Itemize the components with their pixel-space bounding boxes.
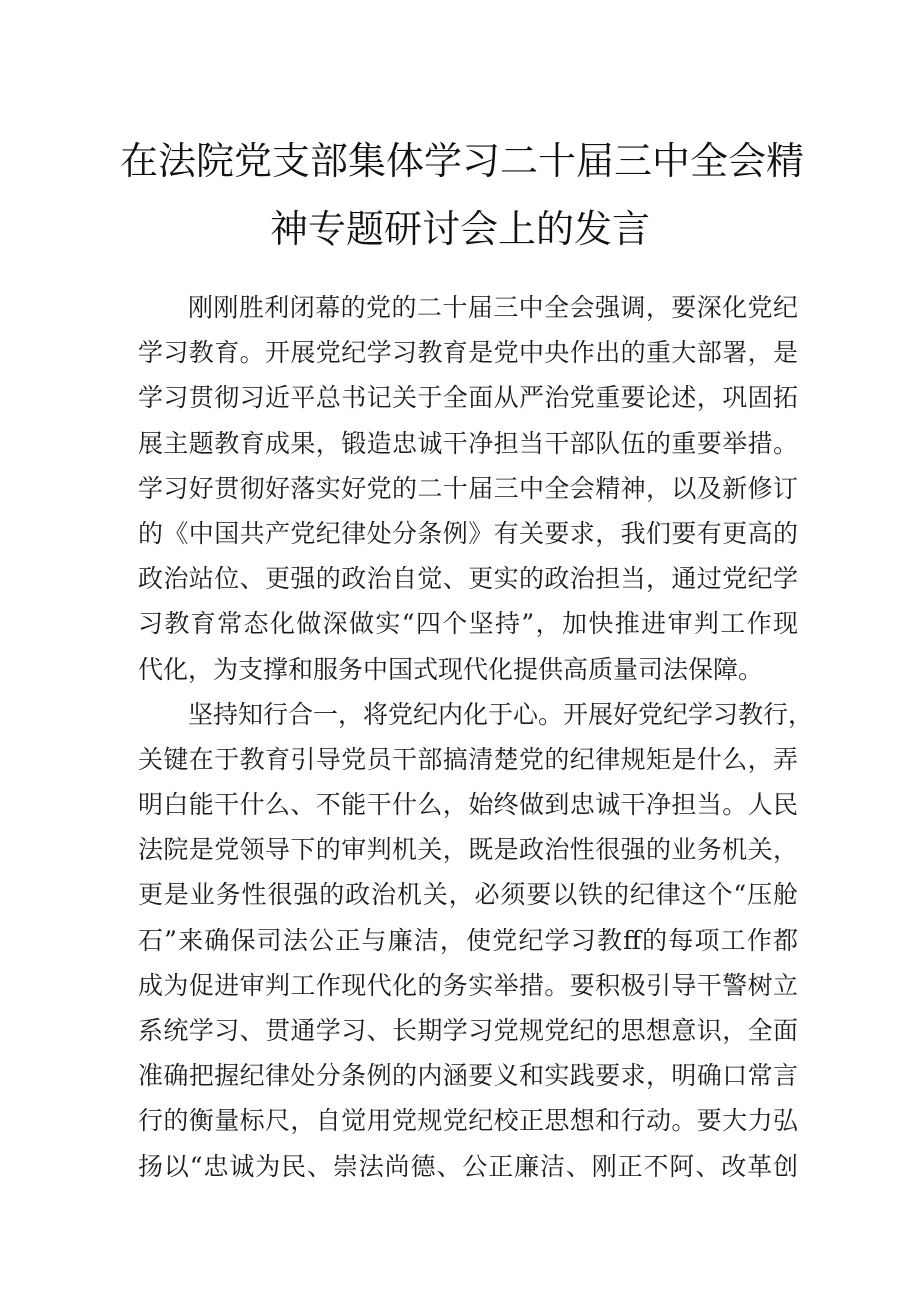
text-line: 展主题教育成果，锻造忠诚干净担当干部队伍的重要举措。 (138, 428, 798, 458)
text-line: 学习好贯彻好落实好党的二十届三中全会精神，以及新修订 (138, 473, 798, 503)
text-line: 坚持知行合一，将党纪内化于心。开展好党纪学习教行， (188, 699, 814, 729)
text-line: 明白能干什么、不能干什么，始终做到忠诚干净担当。人民 (138, 790, 798, 820)
text-line: 政治站位、更强的政治自觉、更实的政治担当，通过党纪学 (138, 564, 798, 594)
document-title-line-2: 神专题研讨会上的发言 (269, 207, 650, 251)
paragraph-2 (138, 692, 814, 1189)
text-line: 学习教育。开展党纪学习教育是党中央作出的重大部署，是 (138, 338, 798, 368)
text-line: 扬以“忠诚为民、崇法尚德、公正廉洁、刚正不阿、改革创 (138, 1151, 798, 1181)
text-line: 的《中国共产党纪律处分条例》有关要求，我们要有更高的 (138, 518, 798, 548)
text-line: 更是业务性很强的政治机关，必须要以铁的纪律这个“压舱 (138, 880, 798, 910)
text-line: 行的衡量标尺，自觉用党规党纪校正思想和行动。要大力弘 (138, 1106, 798, 1136)
text-line: 准确把握纪律处分条例的内涵要义和实践要求，明确口常言 (138, 1061, 798, 1091)
text-line: 习教育常态化做深做实“四个坚持”，加快推进审判工作现 (138, 609, 798, 639)
text-line: 刚刚胜利闭幕的党的二十届三中全会强调，要深化党纪 (188, 293, 798, 322)
text-line: 代化，为支撑和服务中国式现代化提供高质量司法保障。 (138, 654, 764, 684)
paragraph-1 (138, 285, 798, 692)
text-line: 关键在于教育引导党员干部搞清楚党的纪律规矩是什么，弄 (138, 744, 798, 774)
text-line: 石”来确保司法公正与廉洁，使党纪学习教ff的每项工作都 (138, 925, 798, 955)
text-line: 学习贯彻习近平总书记关于全面从严治党重要论述，巩固拓 (138, 383, 798, 413)
document-body (138, 285, 814, 1189)
text-line: 法院是党领导下的审判机关，既是政治性很强的业务机关， (138, 835, 798, 865)
text-line: 系统学习、贯通学习、长期学习党规党纪的思想意识，全面 (138, 1016, 798, 1045)
text-line: 成为促进审判工作现代化的务实举措。要积极引导干警树立 (138, 970, 798, 1000)
document-title-line-1: 在法院党支部集体学习二十届三中全会精 (120, 139, 805, 183)
